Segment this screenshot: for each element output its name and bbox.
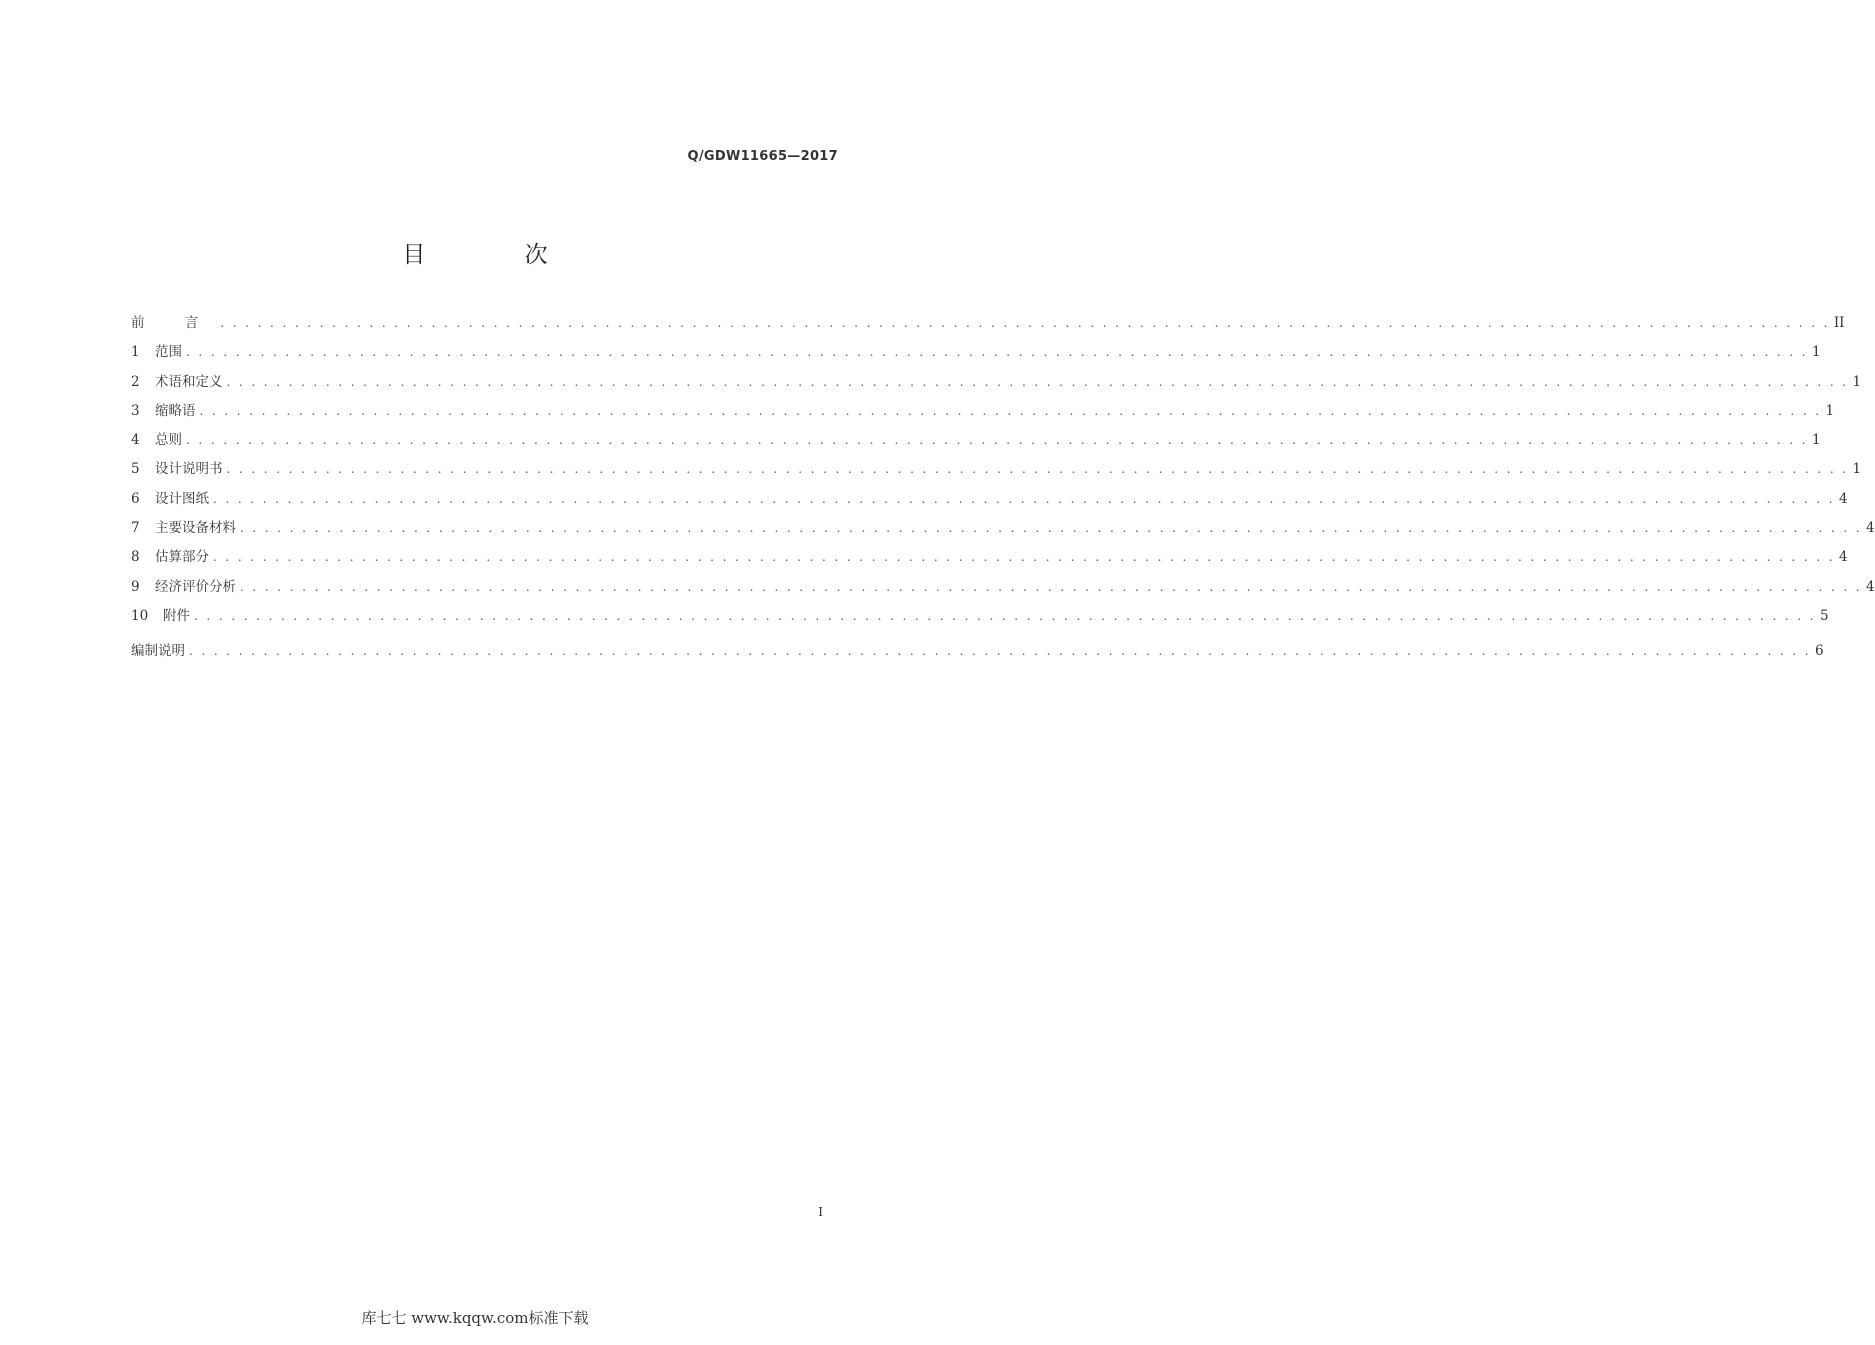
- toc-leader-dots: . . . . . . . . . . . . . . . . . . . . . . . . . . . . . . . . . . . . . . . . . . . . . . . . . . . . . . . . . . . . . . . . . . . . . . . . . . . . . . . . . . . . . . . . . . . . . . . . . . . . . . . . . . . . . . . . . . . . . . . . . . . . . . . . . . .: [240, 521, 1862, 536]
- toc-entry-page: 1: [1852, 461, 1862, 478]
- toc-leader-dots: . . . . . . . . . . . . . . . . . . . . . . . . . . . . . . . . . . . . . . . . . . . . . . . . . . . . . . . . . . . . . . . . . . . . . . . . . . . . . . . . . . . . . . . . . . . . . . . . . . . . . . . . . . . . . . . . . . . . . . . . . . . . . . . . . . .: [194, 608, 1816, 623]
- toc-entry-page: 5: [1819, 607, 1829, 624]
- toc-entry-label: 范围: [155, 344, 182, 361]
- toc-entry-number: 1: [131, 344, 140, 361]
- toc-entry-page: 1: [1825, 402, 1835, 419]
- toc-entry-label: 术语和定义: [155, 373, 223, 390]
- toc-entry-number: 5: [131, 461, 140, 478]
- toc-entry-label: 总则: [155, 432, 182, 449]
- toc-entry-label: 编制说明: [131, 643, 185, 660]
- toc-entry-number: 3: [131, 402, 140, 419]
- footer-watermark: 库七七 www.kqqw.com标准下载: [361, 1309, 589, 1327]
- toc-leader-dots: . . . . . . . . . . . . . . . . . . . . . . . . . . . . . . . . . . . . . . . . . . . . . . . . . . . . . . . . . . . . . . . . . . . . . . . . . . . . . . . . . . . . . . . . . . . . . . . . . . . . . . . . . . . . . . . . . . . . . . . . . . . . . . . . . . .: [240, 579, 1862, 594]
- toc-leader-dots: . . . . . . . . . . . . . . . . . . . . . . . . . . . . . . . . . . . . . . . . . . . . . . . . . . . . . . . . . . . . . . . . . . . . . . . . . . . . . . . . . . . . . . . . . . . . . . . . . . . . . . . . . . . . . . . . . . . . . . . . . . . . . . . . . . .: [226, 374, 1849, 389]
- toc-entry-3[interactable]: [131, 399, 1835, 428]
- toc-entry-9[interactable]: [131, 575, 1875, 604]
- toc-entry-label: 主要设备材料: [155, 520, 236, 537]
- toc-entry-10[interactable]: [131, 604, 1829, 633]
- toc-entry-8[interactable]: [131, 545, 1848, 574]
- toc-entry-page: 4: [1865, 520, 1875, 537]
- toc-entry-number: 9: [131, 578, 140, 595]
- toc-entry-page: 6: [1814, 643, 1824, 660]
- toc-leader-dots: . . . . . . . . . . . . . . . . . . . . . . . . . . . . . . . . . . . . . . . . . . . . . . . . . . . . . . . . . . . . . . . . . . . . . . . . . . . . . . . . . . . . . . . . . . . . . . . . . . . . . . . . . . . . . . . . . . . . . . . . . . . . . . . . . . .: [213, 550, 1835, 565]
- toc-entry-6[interactable]: [131, 487, 1848, 516]
- toc-entry-number: 10: [131, 607, 149, 624]
- toc-entry-number: 7: [131, 520, 140, 537]
- toc-entry-page: 4: [1865, 578, 1875, 595]
- toc-leader-dots: . . . . . . . . . . . . . . . . . . . . . . . . . . . . . . . . . . . . . . . . . . . . . . . . . . . . . . . . . . . . . . . . . . . . . . . . . . . . . . . . . . . . . . . . . . . . . . . . . . . . . . . . . . . . . . . . . . . . . . . . . . . . . . . . . .: [220, 316, 1830, 330]
- table-of-contents: [131, 311, 1875, 669]
- toc-entry-page: 4: [1838, 490, 1848, 507]
- toc-entry-label: 缩略语: [155, 402, 196, 419]
- toc-entry-label: 设计说明书: [155, 461, 223, 478]
- toc-leader-dots: . . . . . . . . . . . . . . . . . . . . . . . . . . . . . . . . . . . . . . . . . . . . . . . . . . . . . . . . . . . . . . . . . . . . . . . . . . . . . . . . . . . . . . . . . . . . . . . . . . . . . . . . . . . . . . . . . . . . . . . . . . . . . . . . . . .: [186, 433, 1808, 448]
- toc-leader-dots: . . . . . . . . . . . . . . . . . . . . . . . . . . . . . . . . . . . . . . . . . . . . . . . . . . . . . . . . . . . . . . . . . . . . . . . . . . . . . . . . . . . . . . . . . . . . . . . . . . . . . . . . . . . . . . . . . . . . . . . . . . . . . . . . . . .: [199, 403, 1822, 418]
- toc-entry-page: 1: [1852, 373, 1862, 390]
- toc-entry-label: 附件: [163, 607, 190, 624]
- toc-entry-page: II: [1833, 315, 1845, 331]
- toc-entry-7[interactable]: [131, 516, 1875, 545]
- toc-entry-preface[interactable]: [131, 311, 1845, 340]
- toc-entry-label: 经济评价分析: [155, 578, 236, 595]
- toc-entry-4[interactable]: [131, 428, 1821, 457]
- toc-entry-1[interactable]: [131, 340, 1821, 369]
- toc-title: 目 次: [402, 242, 594, 268]
- toc-entry-2[interactable]: [131, 370, 1862, 399]
- toc-entry-label: 前 言: [131, 315, 217, 331]
- page-number: I: [818, 1205, 823, 1219]
- toc-entry-number: 2: [131, 373, 140, 390]
- document-code: Q/GDW11665—2017: [687, 149, 838, 164]
- toc-entry-label: 估算部分: [155, 549, 209, 566]
- toc-entry-drafting-notes[interactable]: [131, 639, 1824, 668]
- toc-leader-dots: . . . . . . . . . . . . . . . . . . . . . . . . . . . . . . . . . . . . . . . . . . . . . . . . . . . . . . . . . . . . . . . . . . . . . . . . . . . . . . . . . . . . . . . . . . . . . . . . . . . . . . . . . . . . . . . . . . . . . . . . . . . . . . . . . . .: [226, 462, 1849, 477]
- toc-entry-label: 设计图纸: [155, 490, 209, 507]
- toc-entry-number: 4: [131, 432, 140, 449]
- toc-leader-dots: . . . . . . . . . . . . . . . . . . . . . . . . . . . . . . . . . . . . . . . . . . . . . . . . . . . . . . . . . . . . . . . . . . . . . . . . . . . . . . . . . . . . . . . . . . . . . . . . . . . . . . . . . . . . . . . . . . . . . . . . . . . . . . . . . . .: [189, 644, 1811, 659]
- toc-leader-dots: . . . . . . . . . . . . . . . . . . . . . . . . . . . . . . . . . . . . . . . . . . . . . . . . . . . . . . . . . . . . . . . . . . . . . . . . . . . . . . . . . . . . . . . . . . . . . . . . . . . . . . . . . . . . . . . . . . . . . . . . . . . . . . . . . . .: [213, 491, 1835, 506]
- toc-leader-dots: . . . . . . . . . . . . . . . . . . . . . . . . . . . . . . . . . . . . . . . . . . . . . . . . . . . . . . . . . . . . . . . . . . . . . . . . . . . . . . . . . . . . . . . . . . . . . . . . . . . . . . . . . . . . . . . . . . . . . . . . . . . . . . . . . . .: [186, 345, 1808, 360]
- toc-entry-page: 1: [1811, 432, 1821, 449]
- toc-entry-page: 4: [1838, 549, 1848, 566]
- toc-entry-page: 1: [1811, 344, 1821, 361]
- toc-entry-number: 8: [131, 549, 140, 566]
- toc-entry-number: 6: [131, 490, 140, 507]
- toc-entry-5[interactable]: [131, 457, 1862, 486]
